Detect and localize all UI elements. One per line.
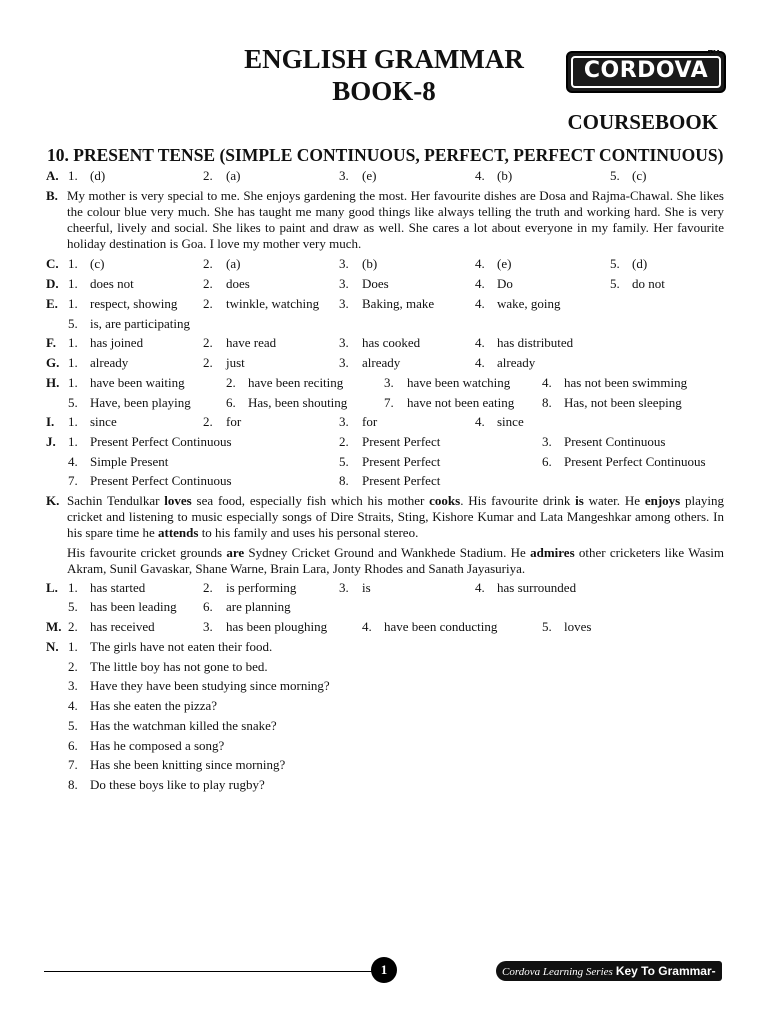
item-number: 2.	[203, 335, 213, 350]
item-number: 3.	[339, 335, 349, 350]
answer-text: Has, been shouting	[248, 395, 348, 410]
answer-text: Do	[497, 276, 513, 291]
item-number: 5.	[542, 619, 552, 634]
answer-text: wake, going	[497, 296, 561, 311]
item-number: 4.	[475, 414, 485, 429]
answer-text: since	[90, 414, 117, 429]
section-label: D.	[46, 276, 59, 291]
answer-text: (d)	[632, 256, 648, 271]
item-number: 5.	[68, 717, 78, 733]
item-number: 4.	[475, 355, 485, 370]
paragraph-k1	[67, 493, 724, 541]
item-number: 1.	[68, 375, 78, 390]
text-run: Sachin Tendulkar	[67, 493, 165, 508]
logo-text: CORDOVA	[571, 56, 721, 88]
answer-text: Present Continuous	[564, 434, 666, 449]
item-number: 2.	[203, 414, 213, 429]
section-label: N.	[46, 639, 59, 654]
item-number: 5.	[68, 395, 78, 410]
answer-text: (a)	[226, 168, 241, 183]
item-number: 5.	[610, 168, 620, 183]
paragraph-b: My mother is very special to me. She enjoys gardening the most. Her favourite dishes are Dosa and Rajma-Chawal. She likes the colour blue very much. She has taught me many good things like always telling the truth and working hard. She is very cheerful, lively and social. She likes to paint and draw as well. She cares a lot about everyone in my family. Her favourite holiday destination is Goa. I love my mother very much.	[67, 188, 724, 251]
answer-text: has received	[90, 619, 155, 634]
answer-text: Does	[362, 276, 389, 291]
answer-text: (e)	[362, 168, 377, 183]
item-number: 7.	[384, 395, 394, 410]
item-number: 7.	[68, 473, 78, 488]
item-number: 4.	[68, 698, 78, 714]
answer-text: have been conducting	[384, 619, 498, 634]
answer-text: twinkle, watching	[226, 296, 320, 311]
section-label: I.	[46, 414, 55, 429]
sentence-text: Do these boys like to play rugby?	[90, 776, 265, 792]
item-number: 1.	[68, 256, 78, 271]
item-number: 5.	[610, 276, 620, 291]
highlighted-verb: cooks	[429, 493, 461, 508]
item-number: 4.	[542, 375, 552, 390]
answer-text: (c)	[632, 168, 647, 183]
item-number: 5.	[68, 599, 78, 614]
answer-text: Have, been playing	[90, 395, 191, 410]
item-number: 2.	[339, 434, 349, 449]
item-number: 8.	[339, 473, 349, 488]
answer-text: has joined	[90, 335, 144, 350]
highlighted-verb: are	[226, 545, 245, 560]
answer-text: for	[362, 414, 378, 429]
answer-text: (d)	[90, 168, 106, 183]
answer-text: has not been swimming	[564, 375, 688, 390]
item-number: 8.	[68, 776, 78, 792]
item-number: 4.	[475, 580, 485, 595]
answer-text: is	[362, 580, 371, 595]
answer-text: is performing	[226, 580, 297, 595]
answer-text: already	[497, 355, 536, 370]
text-run: playing cricket and listening to music especially songs of Dire Straits, Sting, Kishore Kumar and Lata Mangeshkar among others. In his spare time he	[67, 493, 725, 540]
section-label: G.	[46, 355, 60, 370]
section-label: M.	[46, 619, 62, 634]
item-number: 3.	[339, 414, 349, 429]
section-label: E.	[46, 296, 58, 311]
answer-text: Present Perfect	[362, 434, 441, 449]
answer-text: (b)	[497, 168, 513, 183]
item-number: 3.	[339, 355, 349, 370]
answer-text: does not	[90, 276, 134, 291]
section-label: J.	[46, 434, 56, 449]
item-number: 4.	[475, 335, 485, 350]
section-label: F.	[46, 335, 56, 350]
answer-text: are planning	[226, 599, 291, 614]
book-title: ENGLISH GRAMMAR	[244, 44, 524, 74]
answer-text: Present Perfect	[362, 454, 441, 469]
answer-text: Simple Present	[90, 454, 169, 469]
item-number: 3.	[542, 434, 552, 449]
answer-text: already	[362, 355, 401, 370]
answer-text: (c)	[90, 256, 105, 271]
answer-text: Present Perfect	[362, 473, 441, 488]
series-name: Cordova Learning Series	[502, 966, 613, 978]
answer-text: already	[90, 355, 129, 370]
item-number: 3.	[68, 678, 78, 694]
answer-text: have read	[226, 335, 277, 350]
footer-rule	[44, 971, 374, 972]
text-run: His favourite cricket grounds	[67, 545, 227, 560]
item-number: 6.	[203, 599, 213, 614]
answer-text: Present Perfect Continuous	[90, 434, 232, 449]
item-number: 3.	[339, 256, 349, 271]
answer-text: has cooked	[362, 335, 421, 350]
page-number: 1	[371, 957, 397, 983]
answer-text: has been ploughing	[226, 619, 328, 634]
item-number: 4.	[362, 619, 372, 634]
answer-text: just	[226, 355, 245, 370]
item-number: 1.	[68, 276, 78, 291]
item-number: 5.	[68, 316, 78, 331]
text-run: other cricketers like Wasim Akram, Sunil Gavaskar, Shane Warne, Brain Lara, Jonty Rhodes and Sanath Jayasuriya.	[67, 545, 724, 576]
sentence-text: The little boy has not gone to bed.	[90, 658, 268, 674]
item-number: 2.	[203, 355, 213, 370]
coursebook-heading: COURSEBOOK	[567, 110, 718, 134]
item-number: 6.	[68, 737, 78, 753]
item-number: 3.	[384, 375, 394, 390]
item-number: 8.	[542, 395, 552, 410]
section-label: A.	[46, 168, 59, 183]
item-number: 2.	[203, 256, 213, 271]
answer-text: Present Perfect Continuous	[564, 454, 706, 469]
book-subtitle: BOOK-8	[332, 76, 436, 106]
item-number: 4.	[475, 256, 485, 271]
sentence-text: The girls have not eaten their food.	[90, 639, 273, 654]
item-number: 7.	[68, 757, 78, 773]
answer-text: has been leading	[90, 599, 177, 614]
answer-text: respect, showing	[90, 296, 178, 311]
item-number: 3.	[203, 619, 213, 634]
answer-text: have been watching	[407, 375, 511, 390]
text-run: sea food, especially fish which his mother	[191, 493, 430, 508]
sentence-text: Has she been knitting since morning?	[90, 757, 286, 773]
item-number: 1.	[68, 296, 78, 311]
chapter-title: 10. PRESENT TENSE (SIMPLE CONTINUOUS, PERFECT, PERFECT CONTINUOUS)	[47, 145, 724, 165]
highlighted-verb: enjoys	[644, 493, 681, 508]
item-number: 5.	[610, 256, 620, 271]
sentence-text: Has she eaten the pizza?	[90, 698, 218, 714]
trademark-mark: TM	[708, 49, 720, 57]
highlighted-verb: admires	[530, 545, 575, 560]
item-number: 2.	[203, 276, 213, 291]
book-key-title: Key To Grammar-8	[502, 964, 716, 999]
item-number: 1.	[68, 168, 78, 183]
answer-text: does	[226, 276, 250, 291]
item-number: 2.	[68, 619, 78, 634]
answer-text: loves	[564, 619, 592, 634]
section-label: C.	[46, 256, 59, 271]
answer-text: Present Perfect Continuous	[90, 473, 232, 488]
answer-text: has surrounded	[497, 580, 577, 595]
section-label: K.	[46, 493, 60, 508]
paragraph-k2	[67, 545, 724, 577]
item-number: 4.	[475, 168, 485, 183]
answer-text: Has, not been sleeping	[564, 395, 682, 410]
item-number: 4.	[475, 296, 485, 311]
answer-text: Baking, make	[362, 296, 435, 311]
item-number: 4.	[475, 276, 485, 291]
answer-text: has started	[90, 580, 146, 595]
answer-text: for	[226, 414, 242, 429]
highlighted-verb: loves	[164, 493, 192, 508]
item-number: 1.	[68, 355, 78, 370]
item-number: 3.	[339, 276, 349, 291]
sentence-text: Has the watchman killed the snake?	[90, 717, 277, 733]
answer-text: have been waiting	[90, 375, 185, 390]
answer-text: since	[497, 414, 524, 429]
text-run: water. He	[583, 493, 645, 508]
sentence-text: Have they have been studying since morning?	[90, 678, 330, 694]
item-number: 2.	[203, 580, 213, 595]
item-number: 6.	[542, 454, 552, 469]
item-number: 5.	[339, 454, 349, 469]
highlighted-verb: is	[575, 493, 584, 508]
answer-text: (b)	[362, 256, 378, 271]
answer-text: do not	[632, 276, 665, 291]
item-number: 2.	[68, 658, 78, 674]
answer-text: is, are participating	[90, 316, 190, 331]
item-number: 4.	[68, 454, 78, 469]
item-number: 3.	[339, 296, 349, 311]
section-label: B.	[46, 188, 58, 203]
item-number: 3.	[339, 580, 349, 595]
sentence-text: Has he composed a song?	[90, 737, 225, 753]
answer-text: has distributed	[497, 335, 574, 350]
highlighted-verb: attends	[157, 525, 199, 540]
item-number: 1.	[68, 335, 78, 350]
answer-text: have not been eating	[407, 395, 515, 410]
section-label: H.	[46, 375, 60, 390]
item-number: 1.	[68, 414, 78, 429]
item-number: 2.	[203, 168, 213, 183]
text-run: Sydney Cricket Ground and Wankhede Stadium. He	[244, 545, 531, 560]
item-number: 6.	[226, 395, 236, 410]
answer-text: (a)	[226, 256, 241, 271]
item-number: 2.	[226, 375, 236, 390]
text-run: to his family and uses his personal stereo.	[198, 525, 419, 540]
item-number: 1.	[68, 580, 78, 595]
item-number: 1.	[68, 434, 78, 449]
cordova-logo	[566, 51, 726, 93]
item-number: 3.	[339, 168, 349, 183]
answer-text: (e)	[497, 256, 512, 271]
section-label: L.	[46, 580, 58, 595]
item-number: 2.	[203, 296, 213, 311]
text-run: . His favourite drink	[460, 493, 576, 508]
item-number: 1.	[68, 639, 78, 654]
answer-text: have been reciting	[248, 375, 344, 390]
footer-banner	[496, 961, 722, 999]
